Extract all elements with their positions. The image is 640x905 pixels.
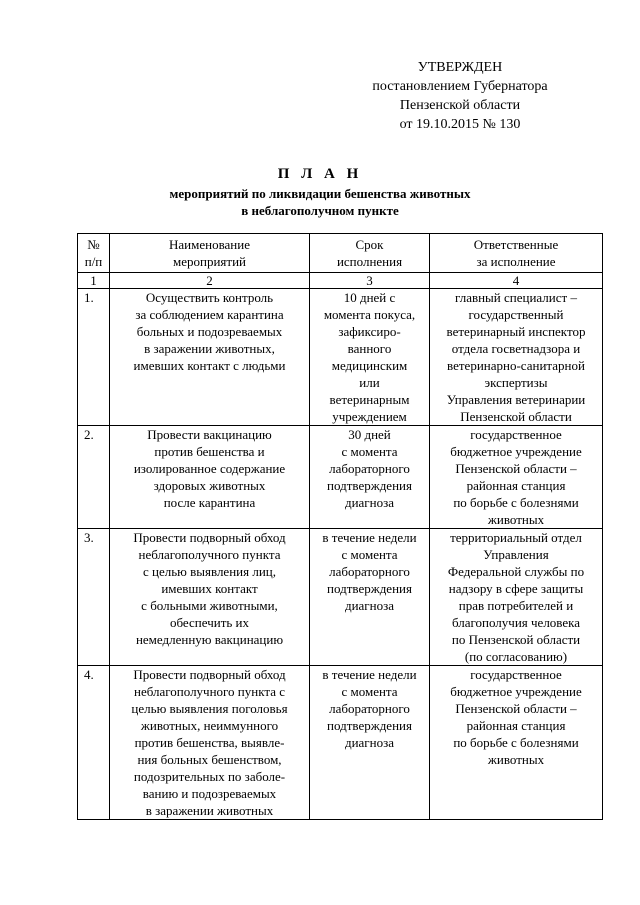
column-number: 2 (110, 273, 310, 289)
header-text: исполнения (336, 254, 403, 269)
document-subtitle-line: в неблагополучном пункте (241, 203, 399, 218)
approval-region: Пензенской области (399, 98, 521, 113)
cell-text-line: ветеринарный инспектор (446, 324, 586, 339)
cell-text-line: с момента (341, 444, 398, 459)
measure-name-cell (110, 426, 310, 529)
cell-text-line: лабораторного (329, 461, 410, 476)
term-cell (310, 289, 430, 426)
cell-text-line: имевших контакт с людьми (133, 358, 286, 373)
cell-text-line: обеспечить их (169, 615, 250, 630)
cell-text-line: ветеринарным (329, 392, 410, 407)
row-number-cell: 4. (78, 666, 110, 820)
cell-text-line: 10 дней с (343, 290, 396, 305)
cell-text-line: государственный (468, 307, 564, 322)
cell-text-line: лабораторного (329, 701, 410, 716)
cell-text-line: в заражении животных (145, 803, 274, 818)
approval-heading: УТВЕРЖДЕН (417, 60, 503, 75)
cell-text-line: подозрительных по заболе- (133, 769, 286, 784)
cell-text-line: зафиксиро- (338, 324, 401, 339)
responsible-cell (430, 529, 603, 666)
cell-text-line: с целью выявления лиц, (143, 564, 276, 579)
header-text: Срок (355, 237, 384, 252)
cell-text-line: диагноза (344, 598, 395, 613)
document-subtitle (0, 185, 640, 219)
cell-text-line: ветеринарно-санитарной (447, 358, 585, 373)
header-number (78, 234, 110, 273)
column-number-row (78, 273, 603, 289)
cell-text-line: Осуществить контроль (145, 290, 274, 305)
cell-text-line: момента покуса, (323, 307, 416, 322)
table-row (78, 289, 603, 426)
cell-text-line: подтверждения (327, 581, 412, 596)
cell-text-line: прав потребителей и (458, 598, 574, 613)
cell-text-line: в течение недели (322, 530, 417, 545)
cell-text-line: с больными животными, (141, 598, 278, 613)
cell-text-line: районная станция (466, 718, 566, 733)
document-title: П Л А Н (277, 166, 363, 182)
cell-text-line: лабораторного (329, 564, 410, 579)
cell-text-line: Федеральной службы по (447, 564, 585, 579)
cell-text-line: бюджетное учреждение (450, 684, 582, 699)
cell-text-line: благополучия человека (451, 615, 581, 630)
header-text: за исполнение (476, 254, 556, 269)
cell-text-line: бюджетное учреждение (450, 444, 582, 459)
cell-text-line: учреждением (332, 409, 407, 424)
cell-text-line: после карантина (163, 495, 256, 510)
term-cell (310, 426, 430, 529)
cell-text-line: 30 дней (348, 427, 391, 442)
responsible-cell (430, 426, 603, 529)
cell-text-line: животных (487, 752, 545, 767)
cell-text-line: по борьбе с болезнями (453, 735, 579, 750)
term-cell (310, 666, 430, 820)
cell-text-line: имевших контакт (161, 581, 258, 596)
cell-text-line: Пензенской области – (455, 701, 577, 716)
cell-text-line: неблагополучного пункта (138, 547, 281, 562)
cell-text-line: целью выявления поголовья (131, 701, 288, 716)
cell-text-line: государственное (470, 667, 562, 682)
cell-text-line: ванного (347, 341, 392, 356)
table-body (78, 289, 603, 820)
column-number: 4 (430, 273, 603, 289)
cell-text-line: надзору в сфере защиты (448, 581, 584, 596)
cell-text-line: здоровых животных (153, 478, 266, 493)
cell-text-line: ванию и подозреваемых (142, 786, 277, 801)
cell-text-line: по борьбе с болезнями (453, 495, 579, 510)
measures-table (77, 233, 603, 820)
cell-text-line: отдела госветнадзора и (451, 341, 581, 356)
cell-text-line: за соблюдением карантина (135, 307, 284, 322)
header-measure-name (110, 234, 310, 273)
cell-text-line: (по согласованию) (464, 649, 568, 664)
cell-text-line: Провести вакцинацию (147, 427, 272, 442)
cell-text-line: медицинским (331, 358, 408, 373)
table-row (78, 426, 603, 529)
cell-text-line: Пензенской области – (455, 461, 577, 476)
cell-text-line: диагноза (344, 735, 395, 750)
cell-text-line: животных (487, 512, 545, 527)
row-number-cell: 1. (78, 289, 110, 426)
cell-text-line: в течение недели (322, 667, 417, 682)
term-cell (310, 529, 430, 666)
approval-stamp (340, 58, 580, 134)
cell-text-line: Управления ветеринарии (446, 392, 586, 407)
responsible-cell (430, 666, 603, 820)
document-subtitle-line: мероприятий по ликвидации бешенства животных (169, 186, 471, 201)
cell-text-line: территориальный отдел (450, 530, 582, 545)
cell-text-line: Управления (483, 547, 549, 562)
measure-name-cell (110, 529, 310, 666)
cell-text-line: районная станция (466, 478, 566, 493)
cell-text-line: или (359, 375, 380, 390)
cell-text-line: животных, неиммунного (140, 718, 279, 733)
row-number-cell: 3. (78, 529, 110, 666)
approval-issuer: постановлением Губернатора (372, 79, 548, 94)
cell-text-line: подтверждения (327, 478, 412, 493)
cell-text-line: неблагополучного пункта с (134, 684, 285, 699)
cell-text-line: против бешенства и (154, 444, 265, 459)
cell-text-line: подтверждения (327, 718, 412, 733)
measure-name-cell (110, 289, 310, 426)
cell-text-line: с момента (341, 684, 398, 699)
cell-text-line: против бешенства, выявле- (134, 735, 285, 750)
responsible-cell (430, 289, 603, 426)
column-number: 3 (310, 273, 430, 289)
cell-text-line: Пензенской области (460, 409, 572, 424)
header-term (310, 234, 430, 273)
column-number: 1 (78, 273, 110, 289)
cell-text-line: Провести подворный обход (133, 530, 286, 545)
cell-text-line: с момента (341, 547, 398, 562)
header-text: п/п (84, 254, 103, 269)
measure-name-cell (110, 666, 310, 820)
header-text: Ответственные (473, 237, 559, 252)
cell-text-line: ния больных бешенством, (137, 752, 282, 767)
cell-text-line: государственное (470, 427, 562, 442)
cell-text-line: изолированное содержание (133, 461, 286, 476)
header-text: № (87, 237, 100, 252)
cell-text-line: больных и подозреваемых (136, 324, 283, 339)
table-row (78, 529, 603, 666)
row-number-cell: 2. (78, 426, 110, 529)
header-text: мероприятий (173, 254, 246, 269)
cell-text-line: в заражении животных, (144, 341, 275, 356)
table-header-row (78, 234, 603, 273)
cell-text-line: диагноза (344, 495, 395, 510)
cell-text-line: немедленную вакцинацию (135, 632, 284, 647)
approval-date-number: от 19.10.2015 № 130 (399, 117, 521, 132)
cell-text-line: по Пензенской области (451, 632, 581, 647)
header-text: Наименование (169, 237, 250, 252)
cell-text-line: экспертизы (484, 375, 548, 390)
cell-text-line: Провести подворный обход (133, 667, 286, 682)
header-responsible (430, 234, 603, 273)
table-row (78, 666, 603, 820)
cell-text-line: главный специалист – (455, 290, 577, 305)
